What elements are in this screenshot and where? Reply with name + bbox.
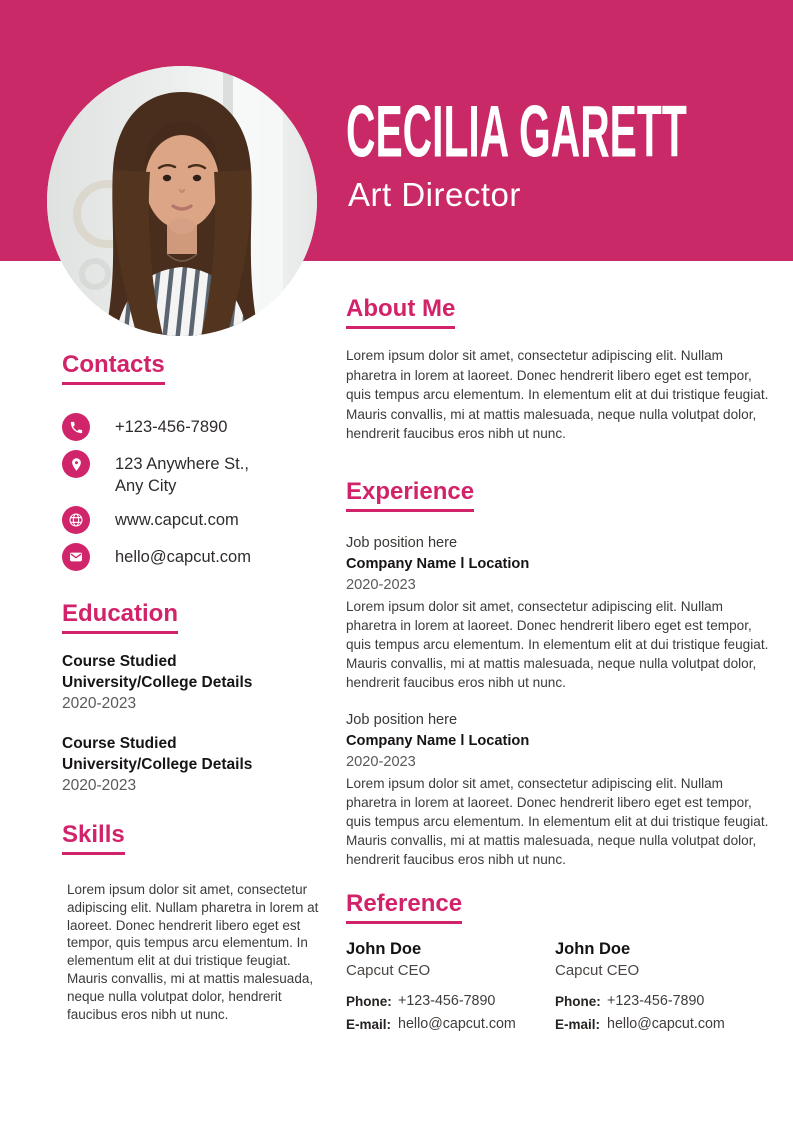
skills-section xyxy=(62,822,324,1023)
reference-email-value: hello@capcut.com xyxy=(398,1016,516,1032)
experience-description: Lorem ipsum dolor sit amet, consectetur adipiscing elit. Nullam pharetra in lorem at laoreet. Donec hendrerit libero eget est tempor, quis tempus arcu elementum. In elementum elit at dui tristique feugiat. Mauris convallis, mi at mattis malesuada, neque nulla volutpat dolor, hendrerit faucibus eros nibh ut nunc. xyxy=(346,599,769,690)
portrait-illustration xyxy=(47,66,317,336)
reference-name: John Doe xyxy=(555,940,631,958)
education-years: 2020-2023 xyxy=(62,777,137,794)
experience-company: Company Name l Location xyxy=(346,556,530,572)
contact-address xyxy=(115,450,249,497)
reference-contact-rows xyxy=(555,993,776,1032)
experience-company: Company Name l Location xyxy=(346,733,530,749)
education-section xyxy=(62,601,320,815)
experience-entry xyxy=(346,533,770,692)
contacts-heading: Contacts xyxy=(62,352,165,385)
reference-section xyxy=(346,891,776,1039)
reference-email-value: hello@capcut.com xyxy=(607,1016,725,1032)
experience-position: Job position here xyxy=(346,712,458,728)
education-years: 2020-2023 xyxy=(62,695,137,712)
phone-icon xyxy=(62,413,90,441)
education-school: University/College Details xyxy=(62,756,253,773)
name-wrap xyxy=(346,92,776,172)
about-section xyxy=(346,296,770,444)
education-school: University/College Details xyxy=(62,674,253,691)
profile-photo xyxy=(47,66,317,336)
reference-email-label: E-mail: xyxy=(555,1017,601,1032)
contact-email xyxy=(115,543,251,568)
reference-entry xyxy=(346,940,555,1039)
contact-row-website xyxy=(62,506,320,534)
contact-email-line1: hello@capcut.com xyxy=(115,548,251,566)
contact-website xyxy=(115,506,239,531)
reference-phone-value: +123-456-7890 xyxy=(398,993,496,1009)
email-icon xyxy=(62,543,90,571)
reference-phone-row xyxy=(346,993,555,1009)
reference-entry xyxy=(555,940,776,1039)
contact-phone xyxy=(115,413,227,438)
reference-email-row xyxy=(555,1016,776,1032)
location-icon xyxy=(62,450,90,478)
contact-address-line1: 123 Anywhere St., xyxy=(115,455,249,473)
experience-description: Lorem ipsum dolor sit amet, consectetur adipiscing elit. Nullam pharetra in lorem at laoreet. Donec hendrerit libero eget est tempor, quis tempus arcu elementum. In elementum elit at dui tristique feugiat. Mauris convallis, mi at mattis malesuada, neque nulla volutpat dolor, hendrerit faucibus eros nibh ut nunc. xyxy=(346,776,769,867)
reference-phone-row xyxy=(555,993,776,1009)
reference-phone-label: Phone: xyxy=(346,994,392,1009)
reference-role: Capcut CEO xyxy=(555,962,640,979)
education-course: Course Studied xyxy=(62,653,177,670)
experience-years: 2020-2023 xyxy=(346,577,416,593)
reference-phone-value: +123-456-7890 xyxy=(607,993,705,1009)
skills-heading: Skills xyxy=(62,822,125,855)
contact-row-address xyxy=(62,450,320,497)
contacts-section xyxy=(62,352,320,580)
experience-position: Job position here xyxy=(346,535,458,551)
contact-list xyxy=(62,413,320,571)
reference-role: Capcut CEO xyxy=(346,962,431,979)
about-text: Lorem ipsum dolor sit amet, consectetur adipiscing elit. Nullam pharetra in lorem at laoreet. Donec hendrerit libero eget est tempor, quis tempus arcu elementum. In elementum elit at dui tristique feugiat. Mauris convallis, mi at mattis malesuada, neque nulla volutpat dolor, hendrerit faucibus eros nibh ut nunc. xyxy=(346,348,769,442)
education-entry xyxy=(62,733,320,796)
contact-row-email xyxy=(62,543,320,571)
experience-years: 2020-2023 xyxy=(346,754,416,770)
reference-name: John Doe xyxy=(346,940,422,958)
reference-phone-label: Phone: xyxy=(555,994,601,1009)
experience-entry xyxy=(346,710,770,869)
contact-phone-line1: +123-456-7890 xyxy=(115,418,228,436)
contact-address-line2: Any City xyxy=(115,477,177,495)
reference-heading: Reference xyxy=(346,891,462,924)
education-entries xyxy=(62,651,320,796)
person-name: CECILIA GARETT xyxy=(346,90,687,173)
reference-email-label: E-mail: xyxy=(346,1017,392,1032)
reference-contact-rows xyxy=(346,993,555,1032)
contact-row-phone xyxy=(62,413,320,441)
person-job-title: Art Director xyxy=(348,176,521,213)
skills-text: Lorem ipsum dolor sit amet, consectetur adipiscing elit. Nullam pharetra in lorem at laoreet. Donec hendrerit libero eget est tempor, quis tempus arcu elementum. In elementum elit at dui tristique feugiat. Mauris convallis, mi at mattis malesuada, neque nulla volutpat dolor, hendrerit faucibus eros nibh ut nunc. xyxy=(67,882,319,1022)
experience-heading: Experience xyxy=(346,479,474,512)
reference-grid xyxy=(346,940,776,1039)
education-heading: Education xyxy=(62,601,178,634)
reference-email-row xyxy=(346,1016,555,1032)
experience-section xyxy=(346,479,770,891)
education-course: Course Studied xyxy=(62,735,177,752)
contact-website-line1: www.capcut.com xyxy=(115,511,239,529)
education-entry xyxy=(62,651,320,714)
about-heading: About Me xyxy=(346,296,455,329)
globe-icon xyxy=(62,506,90,534)
